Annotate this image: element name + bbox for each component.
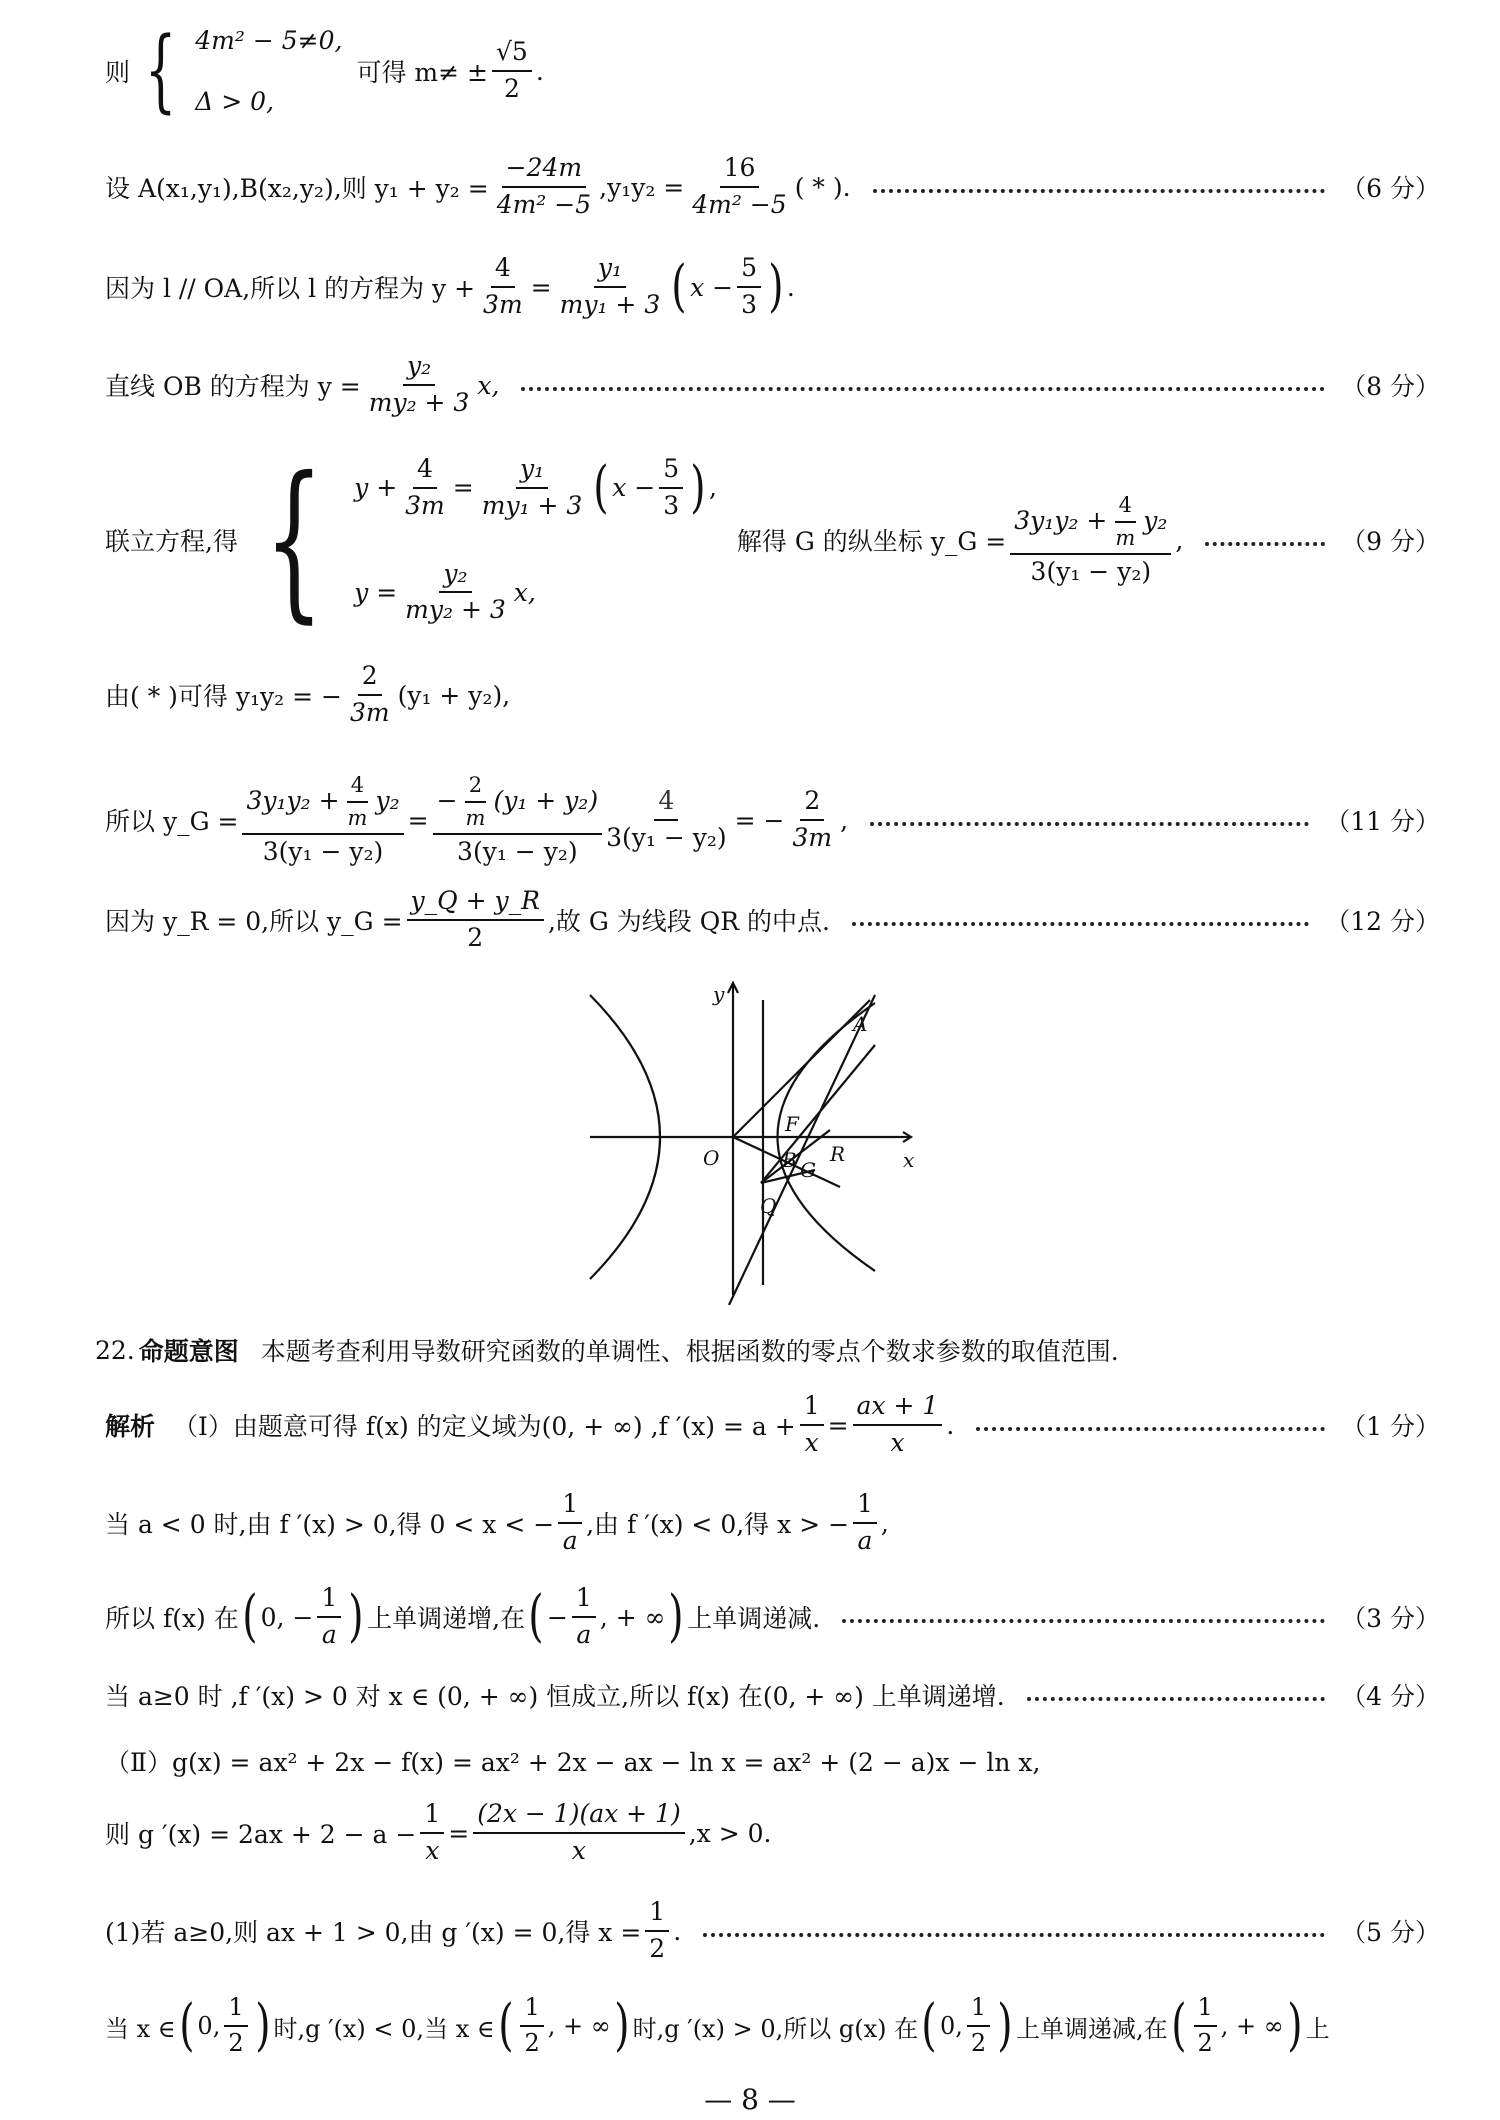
fraction — [1010, 493, 1171, 586]
denominator: a — [321, 1620, 337, 1649]
numerator: 4 — [347, 773, 368, 802]
paren: ( — [593, 454, 609, 520]
fraction — [493, 154, 595, 220]
point-O-label: O — [703, 1146, 720, 1170]
text: (1)若 a≥0,则 ax + 1 > 0,由 g ′(x) = 0,得 x = — [105, 1918, 642, 1947]
fraction — [433, 773, 603, 866]
denominator: 2 — [970, 2029, 987, 2057]
paren: ) — [997, 1993, 1013, 2058]
text: (y₁ + y₂), — [397, 680, 511, 710]
numerator: −24m — [502, 154, 586, 188]
text: x, — [477, 370, 500, 400]
text: , + ∞ — [1220, 2012, 1284, 2040]
numerator: ax + 1 — [853, 1392, 943, 1426]
point-B-label: B — [782, 1148, 797, 1172]
denominator: my₁ + 3 — [481, 490, 583, 520]
fraction — [492, 38, 532, 104]
denominator: 3(y₁ − y₂) — [606, 823, 727, 852]
fraction — [645, 1898, 669, 1964]
text: 当 a≥0 时 ,f ′(x) > 0 对 x ∈ (0, + ∞) 恒成立,所以 f(x) 在(0, + ∞) 上单调递增. — [105, 1682, 1005, 1711]
dot-leader — [703, 1933, 1325, 1937]
denominator: my₁ + 3 — [559, 290, 661, 319]
numerator: 4 — [491, 254, 515, 288]
text: 时,g ′(x) < 0,当 x ∈ — [273, 2014, 495, 2043]
numerator: 1 — [420, 1800, 444, 1834]
text: = — [448, 1818, 470, 1848]
numerator — [242, 773, 403, 834]
numerator — [1010, 493, 1171, 554]
text: − — [436, 786, 458, 816]
condition-1: 4m² − 5≠0, — [195, 26, 343, 55]
numerator: 1 — [317, 1584, 341, 1618]
score: （8 分） — [1341, 372, 1440, 401]
score: （3 分） — [1341, 1604, 1440, 1633]
denominator: 4m² −5 — [692, 190, 787, 219]
line-11 — [105, 1488, 1440, 1558]
text: ( * ). — [794, 172, 851, 202]
fraction — [479, 254, 527, 320]
text: , — [880, 1508, 889, 1538]
paren: ( — [528, 1584, 544, 1649]
text: 上单调递增,在 — [367, 1604, 526, 1633]
denominator: 2 — [228, 2029, 244, 2057]
fraction — [242, 773, 403, 866]
numerator: 2 — [358, 662, 382, 696]
denominator: a — [857, 1526, 873, 1555]
text: = — [827, 1410, 849, 1440]
fraction — [688, 154, 790, 220]
numerator: 1 — [853, 1490, 877, 1524]
text: y₂ — [1143, 506, 1168, 536]
line-l — [729, 995, 875, 1305]
point-F-label: F — [785, 1112, 799, 1136]
text: 可得 m≠ ± — [356, 58, 488, 87]
page-number: — 8 — — [704, 2083, 796, 2116]
numerator: √5 — [492, 38, 532, 72]
equation-system — [354, 455, 717, 625]
denominator: m — [465, 805, 486, 830]
numerator: y₁ — [594, 254, 626, 288]
fraction — [800, 1392, 824, 1458]
numerator: 1 — [800, 1392, 824, 1426]
denominator: 3(y₁ − y₂) — [457, 836, 578, 866]
section-label: 解析 — [105, 1412, 156, 1441]
text: , — [708, 473, 717, 503]
numerator: 1 — [520, 1994, 543, 2027]
fraction — [420, 1800, 444, 1866]
denominator: 2 — [1197, 2029, 1213, 2057]
denominator: 3m — [483, 290, 523, 319]
line-16 — [105, 1896, 1440, 1966]
dot-leader — [852, 922, 1309, 926]
denominator: 3 — [663, 490, 680, 520]
numerator: y₂ — [439, 560, 471, 594]
denominator: x — [571, 1836, 586, 1865]
denominator: 3m — [792, 823, 833, 852]
paren: ( — [1170, 1993, 1187, 2058]
numerator: y₁ — [516, 455, 548, 489]
line-13 — [105, 1672, 1440, 1718]
denominator: 3(y₁ − y₂) — [1030, 556, 1152, 586]
paren: ) — [768, 254, 784, 319]
line-7 — [105, 765, 1440, 875]
numerator: 1 — [558, 1490, 582, 1524]
text: 本题考查利用导数研究函数的单调性、根据函数的零点个数求参数的取值范围. — [260, 1337, 1119, 1366]
text: 时,g ′(x) > 0,所以 g(x) 在 — [632, 2014, 919, 2043]
fraction — [853, 1392, 943, 1458]
text: 上单调递减,在 — [1016, 2014, 1168, 2043]
text: 上单调递减. — [687, 1604, 821, 1633]
denominator: 3(y₁ − y₂) — [262, 836, 384, 866]
score: （9 分） — [1341, 527, 1440, 556]
paren: ) — [614, 1993, 630, 2058]
text: 3y₁y₂ + — [1014, 506, 1108, 536]
line-10 — [105, 1390, 1440, 1460]
fraction — [462, 773, 490, 829]
numerator: 1 — [572, 1584, 596, 1618]
denominator: my₂ + 3 — [368, 388, 470, 417]
paren: ) — [1287, 1993, 1303, 2058]
text: （Ⅱ）g(x) = ax² + 2x − f(x) = ax² + 2x − ax − ln x = ax² + (2 − a)x − ln x, — [105, 1748, 1041, 1777]
numerator: 4 — [413, 455, 437, 489]
text: ,故 G 为线段 QR 的中点. — [547, 907, 830, 936]
line-15 — [105, 1798, 1440, 1868]
line-5 — [105, 441, 1440, 639]
line-2 — [105, 152, 1440, 222]
text: 由( * )可得 y₁y₂ = − — [105, 682, 342, 711]
fraction — [478, 455, 587, 521]
fraction — [558, 1490, 582, 1556]
text: = — [530, 272, 552, 302]
text: (y₁ + y₂) — [493, 786, 599, 816]
fraction — [1194, 1994, 1217, 2057]
text: 因为 y_R = 0,所以 y_G = — [105, 907, 403, 936]
line-8 — [105, 880, 1440, 960]
text: 当 x ∈ — [105, 2014, 176, 2043]
point-A-label: A — [853, 1012, 868, 1036]
text: , + ∞ — [599, 1602, 666, 1632]
numerator — [433, 773, 603, 834]
paren: ( — [178, 1993, 195, 2058]
text: . — [786, 272, 795, 302]
y-label: y — [713, 982, 725, 1006]
condition-2: Δ > 0, — [195, 87, 275, 116]
fraction — [344, 773, 372, 829]
fraction — [659, 455, 683, 521]
text: 则 — [105, 58, 131, 87]
fraction — [788, 787, 836, 853]
text: , — [1175, 525, 1184, 555]
denominator: 2 — [467, 923, 484, 952]
text: = — [452, 473, 474, 503]
fraction — [1111, 493, 1139, 549]
denominator: x — [425, 1836, 440, 1865]
text: − — [546, 1602, 568, 1632]
text: x, — [513, 577, 536, 607]
numerator: 2 — [800, 787, 824, 821]
line-3 — [105, 252, 1440, 322]
denominator: x — [804, 1428, 819, 1457]
text: = − — [734, 805, 785, 835]
line-14 — [105, 1738, 1440, 1784]
fraction — [967, 1994, 990, 2057]
fraction — [853, 1490, 877, 1556]
fraction — [365, 352, 474, 418]
text: . — [673, 1916, 682, 1946]
score: （11 分） — [1325, 807, 1440, 836]
fraction — [572, 1584, 596, 1650]
text: 0, − — [260, 1602, 314, 1632]
numerator: 1 — [1194, 1994, 1217, 2027]
text: 上 — [1305, 2014, 1330, 2043]
text: , + ∞ — [547, 2012, 611, 2040]
x-label: x — [903, 1148, 915, 1172]
denominator: 2 — [503, 74, 520, 103]
paren: ( — [921, 1993, 937, 2058]
fraction — [401, 560, 510, 626]
dot-leader — [870, 822, 1309, 826]
point-Q-label: Q — [760, 1194, 777, 1218]
left-brace: { — [144, 18, 177, 123]
denominator: a — [562, 1526, 578, 1555]
numerator: 4 — [1115, 493, 1136, 522]
numerator: 1 — [645, 1898, 669, 1932]
numerator: 2 — [465, 773, 486, 802]
text: ,x > 0. — [688, 1818, 772, 1848]
numerator: (2x − 1)(ax + 1) — [473, 1800, 685, 1834]
text: x − — [690, 272, 734, 302]
paren: ( — [671, 254, 687, 319]
text: 0, — [197, 2012, 221, 2040]
numerator: y₂ — [403, 352, 435, 386]
text: = — [407, 805, 429, 835]
denominator: x — [890, 1428, 905, 1457]
paren: ( — [242, 1584, 258, 1649]
question-number: 22. — [95, 1335, 135, 1365]
text: x − — [612, 473, 656, 503]
text: ,y₁y₂ = — [599, 172, 685, 202]
fraction — [317, 1584, 341, 1650]
text: 直线 OB 的方程为 y = — [105, 372, 361, 401]
text: （Ⅰ）由题意可得 f(x) 的定义域为(0, + ∞) ,f ′(x) = a + — [173, 1412, 796, 1441]
text: y₂ — [375, 786, 400, 816]
denominator: my₂ + 3 — [405, 595, 506, 625]
section-label: 命题意图 — [138, 1337, 239, 1366]
text: 解得 G 的纵坐标 y_G = — [736, 527, 1007, 556]
fraction — [401, 455, 449, 521]
dot-leader — [1205, 542, 1325, 546]
score: （4 分） — [1341, 1682, 1440, 1711]
line-OA — [733, 1000, 870, 1137]
line-12 — [105, 1582, 1440, 1652]
fraction — [520, 1994, 543, 2057]
hyperbola-graph — [585, 975, 925, 1305]
numerator: 1 — [224, 1994, 247, 2027]
score: （5 分） — [1341, 1918, 1440, 1947]
dot-leader — [521, 387, 1325, 391]
text: 设 A(x₁,y₁),B(x₂,y₂),则 y₁ + y₂ = — [105, 174, 489, 203]
fraction — [407, 887, 544, 953]
score: （6 分） — [1341, 174, 1440, 203]
dot-leader — [842, 1619, 1325, 1623]
line-9 — [95, 1328, 1440, 1372]
text: 所以 f(x) 在 — [105, 1604, 239, 1633]
paren: ) — [668, 1584, 685, 1649]
numerator: 1 — [967, 1994, 990, 2027]
line-1 — [105, 18, 1440, 123]
paren: ) — [254, 1993, 271, 2058]
line-17 — [105, 1990, 1448, 2062]
dot-leader — [873, 189, 1326, 193]
fraction — [473, 1800, 685, 1866]
left-brace: { — [264, 441, 324, 639]
paren: ( — [497, 1993, 514, 2058]
fraction — [224, 1994, 247, 2057]
denominator: m — [347, 805, 368, 830]
text: 联立方程,得 — [105, 527, 238, 556]
numerator: 16 — [720, 154, 760, 188]
text: . — [946, 1410, 955, 1440]
denominator: m — [1115, 525, 1136, 550]
text: y = — [354, 577, 398, 607]
text: 当 a < 0 时,由 f ′(x) > 0,得 0 < x < − — [105, 1510, 555, 1539]
text: 3y₁y₂ + — [246, 786, 340, 816]
text: , — [840, 805, 849, 835]
denominator: 2 — [649, 1934, 666, 1963]
paren: ) — [690, 454, 706, 520]
dot-leader — [1027, 1697, 1325, 1701]
numerator: 5 — [659, 455, 683, 489]
text: 则 g ′(x) = 2ax + 2 − a − — [105, 1820, 417, 1849]
text: y + — [354, 473, 398, 503]
paren: ) — [348, 1584, 364, 1649]
condition-system — [195, 26, 342, 116]
text: . — [535, 56, 544, 86]
line-QA — [761, 1045, 875, 1183]
point-R-label: R — [830, 1142, 846, 1166]
score: （12 分） — [1325, 907, 1440, 936]
text: 所以 y_G = — [105, 807, 239, 836]
numerator: y_Q + y_R — [407, 887, 544, 921]
line-6 — [105, 660, 1440, 730]
text: 因为 l // OA,所以 l 的方程为 y + — [105, 274, 476, 303]
denominator: 3m — [349, 698, 390, 727]
numerator: 5 — [737, 254, 761, 288]
text: ,由 f ′(x) < 0,得 x > − — [586, 1510, 850, 1539]
denominator: 4m² −5 — [496, 190, 592, 219]
fraction — [602, 787, 731, 853]
fraction — [737, 254, 761, 320]
point-G-label: G — [800, 1158, 816, 1182]
dot-leader — [976, 1427, 1325, 1431]
fraction — [556, 254, 665, 320]
denominator: a — [576, 1620, 592, 1649]
score: （1 分） — [1341, 1412, 1440, 1441]
numerator: 4 — [654, 787, 678, 821]
denominator: 2 — [524, 2029, 540, 2057]
denominator: 3m — [405, 490, 445, 520]
denominator: 3 — [741, 290, 757, 319]
text: 0, — [939, 2012, 963, 2040]
fraction — [346, 662, 394, 728]
line-4 — [105, 350, 1440, 420]
